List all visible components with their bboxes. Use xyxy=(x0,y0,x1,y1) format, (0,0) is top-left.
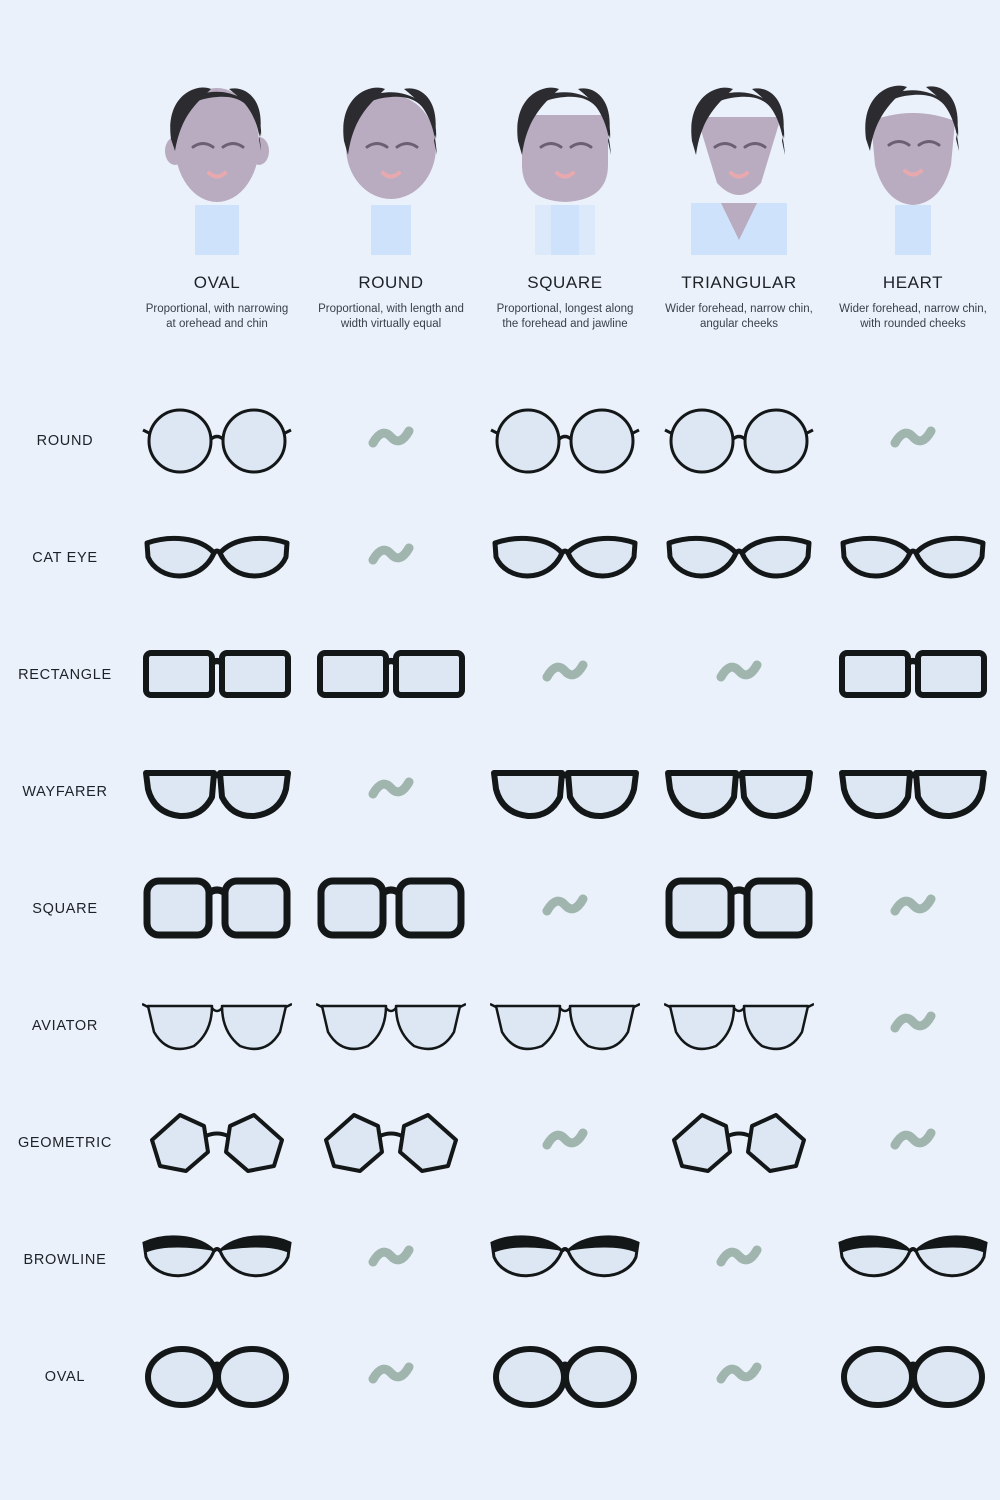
grid-cell-aviator-triangular xyxy=(652,967,826,1084)
no-match-tilde-icon xyxy=(367,1357,415,1397)
grid-cell-wayfarer-square xyxy=(478,733,652,850)
face-name: ROUND xyxy=(358,273,424,292)
no-match-tilde-icon xyxy=(715,1357,763,1397)
frame-style-label: BROWLINE xyxy=(23,1251,107,1268)
face-column-oval xyxy=(130,55,304,332)
no-match-tilde-icon xyxy=(541,889,589,929)
no-match-tilde-icon xyxy=(367,772,415,812)
glasses-round-icon xyxy=(142,401,292,481)
glasses-cateye-icon xyxy=(838,523,988,593)
glasses-rectangle-icon xyxy=(316,641,466,709)
grid-cell-cat-eye-round xyxy=(304,499,478,616)
glasses-aviator-icon xyxy=(316,992,466,1060)
recommendation-grid xyxy=(0,382,1000,1435)
glasses-square-icon xyxy=(142,873,292,945)
glasses-browline-icon xyxy=(490,1229,640,1291)
grid-cell-rectangle-square xyxy=(478,616,652,733)
grid-cell-cat-eye-square xyxy=(478,499,652,616)
frame-style-label: AVIATOR xyxy=(31,1017,99,1034)
grid-cell-browline-triangular xyxy=(652,1201,826,1318)
face-description: Proportional, longest along the forehead and jawline xyxy=(496,303,634,330)
no-match-tilde-icon xyxy=(715,1240,763,1280)
face-round-icon xyxy=(321,55,461,255)
grid-cell-aviator-round xyxy=(304,967,478,1084)
glasses-aviator-icon xyxy=(490,992,640,1060)
grid-cell-square-heart xyxy=(826,850,1000,967)
face-description: Proportional, with length and width virtually equal xyxy=(318,303,464,330)
grid-cell-round-round xyxy=(304,382,478,499)
glasses-cateye-icon xyxy=(490,523,640,593)
grid-row xyxy=(0,967,1000,1084)
glasses-wayfarer-icon xyxy=(142,759,292,825)
glasses-geometric-icon xyxy=(664,1106,814,1180)
glasses-geometric-icon xyxy=(142,1106,292,1180)
grid-cell-browline-heart xyxy=(826,1201,1000,1318)
no-match-tilde-icon xyxy=(889,421,937,461)
grid-cell-oval-triangular xyxy=(652,1318,826,1435)
grid-cell-geometric-round xyxy=(304,1084,478,1201)
grid-cell-square-square xyxy=(478,850,652,967)
grid-cell-rectangle-round xyxy=(304,616,478,733)
grid-cell-browline-oval xyxy=(130,1201,304,1318)
grid-cell-oval-square xyxy=(478,1318,652,1435)
grid-cell-round-oval xyxy=(130,382,304,499)
grid-cell-cat-eye-heart xyxy=(826,499,1000,616)
face-column-triangular xyxy=(652,55,826,332)
no-match-tilde-icon xyxy=(367,421,415,461)
grid-cell-round-square xyxy=(478,382,652,499)
no-match-tilde-icon xyxy=(715,655,763,695)
face-triangular-icon xyxy=(669,55,809,255)
frame-style-label: ROUND xyxy=(36,432,94,449)
glasses-square-icon xyxy=(316,873,466,945)
face-name: SQUARE xyxy=(527,273,603,292)
grid-cell-aviator-square xyxy=(478,967,652,1084)
grid-cell-rectangle-oval xyxy=(130,616,304,733)
glasses-cateye-icon xyxy=(664,523,814,593)
grid-cell-wayfarer-heart xyxy=(826,733,1000,850)
face-description: Wider forehead, narrow chin, angular cheeks xyxy=(665,303,813,330)
face-column-square xyxy=(478,55,652,332)
grid-cell-geometric-square xyxy=(478,1084,652,1201)
grid-row xyxy=(0,616,1000,733)
no-match-tilde-icon xyxy=(367,538,415,578)
grid-cell-rectangle-triangular xyxy=(652,616,826,733)
grid-row xyxy=(0,1201,1000,1318)
glasses-browline-icon xyxy=(838,1229,988,1291)
frame-style-label: GEOMETRIC xyxy=(17,1134,113,1151)
glasses-rectangle-icon xyxy=(142,641,292,709)
grid-row xyxy=(0,499,1000,616)
grid-cell-aviator-heart xyxy=(826,967,1000,1084)
no-match-tilde-icon xyxy=(889,889,937,929)
glasses-aviator-icon xyxy=(664,992,814,1060)
glasses-oval-icon xyxy=(838,1345,988,1409)
no-match-tilde-icon xyxy=(367,1240,415,1280)
grid-cell-wayfarer-round xyxy=(304,733,478,850)
no-match-tilde-icon xyxy=(541,655,589,695)
grid-cell-cat-eye-oval xyxy=(130,499,304,616)
face-oval-icon xyxy=(147,55,287,255)
glasses-geometric-icon xyxy=(316,1106,466,1180)
grid-cell-square-oval xyxy=(130,850,304,967)
grid-cell-oval-round xyxy=(304,1318,478,1435)
grid-cell-geometric-triangular xyxy=(652,1084,826,1201)
face-name: HEART xyxy=(882,273,944,292)
grid-cell-wayfarer-oval xyxy=(130,733,304,850)
glasses-round-icon xyxy=(490,401,640,481)
grid-row xyxy=(0,733,1000,850)
face-square-icon xyxy=(495,55,635,255)
face-column-round xyxy=(304,55,478,332)
frame-style-label: CAT EYE xyxy=(32,549,98,566)
frame-style-label: RECTANGLE xyxy=(18,666,112,683)
glasses-oval-icon xyxy=(142,1345,292,1409)
grid-cell-browline-round xyxy=(304,1201,478,1318)
glasses-wayfarer-icon xyxy=(838,759,988,825)
grid-cell-cat-eye-triangular xyxy=(652,499,826,616)
grid-cell-browline-square xyxy=(478,1201,652,1318)
glasses-wayfarer-icon xyxy=(490,759,640,825)
grid-cell-aviator-oval xyxy=(130,967,304,1084)
grid-cell-square-triangular xyxy=(652,850,826,967)
glasses-round-icon xyxy=(664,401,814,481)
glasses-oval-icon xyxy=(490,1345,640,1409)
grid-row xyxy=(0,1084,1000,1201)
grid-row xyxy=(0,850,1000,967)
face-heart-icon xyxy=(843,55,983,255)
grid-cell-round-heart xyxy=(826,382,1000,499)
face-column-heart xyxy=(826,55,1000,332)
grid-cell-square-round xyxy=(304,850,478,967)
grid-row xyxy=(0,1318,1000,1435)
no-match-tilde-icon xyxy=(889,1006,937,1046)
frame-style-label: OVAL xyxy=(44,1368,86,1385)
glasses-browline-icon xyxy=(142,1229,292,1291)
grid-cell-wayfarer-triangular xyxy=(652,733,826,850)
glasses-aviator-icon xyxy=(142,992,292,1060)
grid-cell-rectangle-heart xyxy=(826,616,1000,733)
face-description: Wider forehead, narrow chin, with rounded cheeks xyxy=(839,303,987,330)
face-name: OVAL xyxy=(193,273,241,292)
grid-row xyxy=(0,382,1000,499)
grid-cell-oval-oval xyxy=(130,1318,304,1435)
glasses-square-icon xyxy=(664,873,814,945)
no-match-tilde-icon xyxy=(889,1123,937,1163)
grid-cell-oval-heart xyxy=(826,1318,1000,1435)
frame-style-label: SQUARE xyxy=(32,900,98,917)
grid-cell-round-triangular xyxy=(652,382,826,499)
grid-cell-geometric-heart xyxy=(826,1084,1000,1201)
frame-style-label: WAYFARER xyxy=(22,783,108,800)
grid-cell-geometric-oval xyxy=(130,1084,304,1201)
glasses-cateye-icon xyxy=(142,523,292,593)
face-description: Proportional, with narrowing at orehead and chin xyxy=(145,303,289,330)
face-name: TRIANGULAR xyxy=(681,273,797,292)
glasses-wayfarer-icon xyxy=(664,759,814,825)
face-shapes-header xyxy=(130,55,1000,332)
glasses-rectangle-icon xyxy=(838,641,988,709)
no-match-tilde-icon xyxy=(541,1123,589,1163)
